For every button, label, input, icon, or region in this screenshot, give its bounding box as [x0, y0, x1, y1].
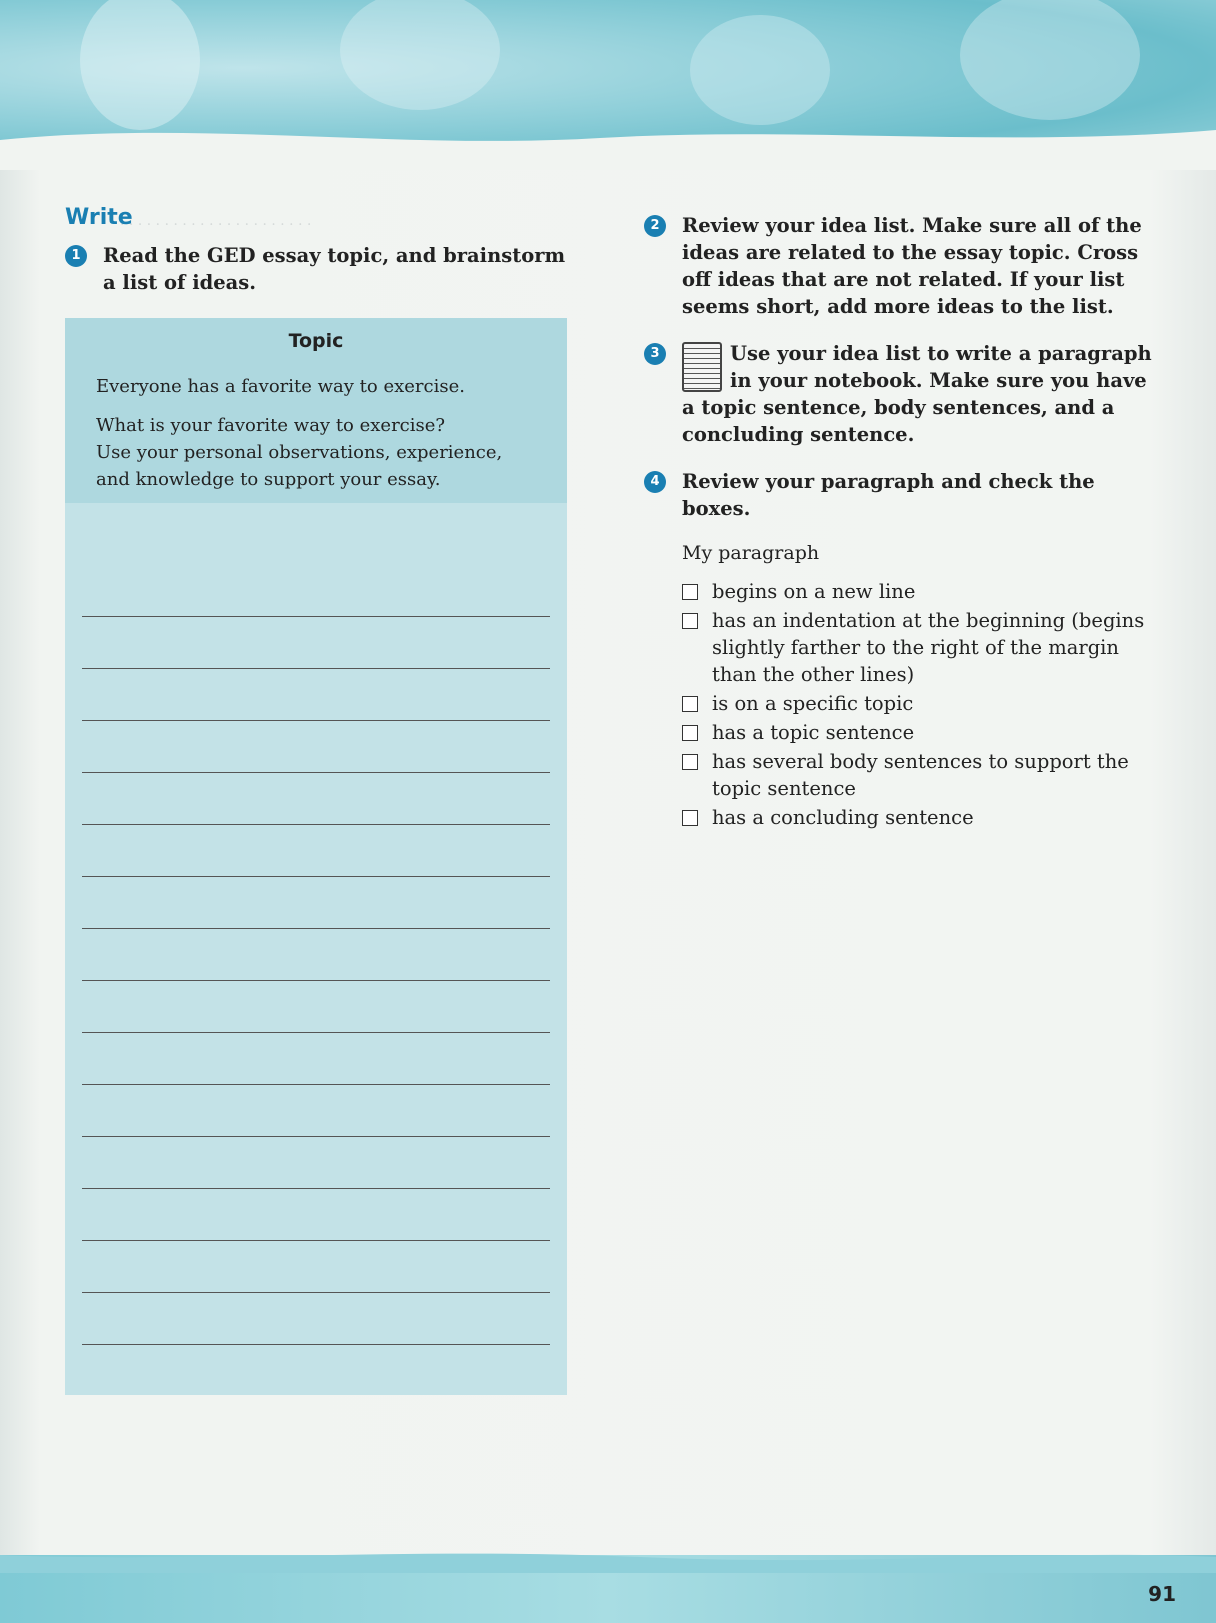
- writing-line[interactable]: [82, 669, 550, 721]
- writing-line[interactable]: [82, 1033, 550, 1085]
- instructions-column: [644, 212, 1154, 833]
- page-number: 91: [1148, 1582, 1176, 1606]
- step-3-line: a topic sentence, body sentences, and a: [682, 396, 1115, 419]
- checklist-item[interactable]: [644, 690, 1154, 717]
- write-heading: Write: [65, 205, 133, 230]
- step-1: [65, 242, 585, 296]
- step-2-line: seems short, add more ideas to the list.: [682, 295, 1114, 318]
- step-3-line: concluding sentence.: [682, 423, 915, 446]
- bottom-decorative-banner: [0, 1555, 1216, 1623]
- topic-question-line-2: Use your personal observations, experience,: [96, 442, 503, 463]
- step-4: [644, 468, 1154, 522]
- checklist-item-text: than the other lines): [712, 663, 915, 686]
- checklist-item-text: begins on a new line: [712, 580, 916, 603]
- step-4-line: boxes.: [682, 497, 751, 520]
- writing-line[interactable]: [82, 877, 550, 929]
- write-section: [65, 205, 585, 296]
- writing-line[interactable]: [82, 1137, 550, 1189]
- checklist-item-text: topic sentence: [712, 777, 856, 800]
- checkbox[interactable]: [682, 810, 698, 826]
- writing-line[interactable]: [82, 721, 550, 773]
- checkbox[interactable]: [682, 696, 698, 712]
- checklist-item[interactable]: [644, 719, 1154, 746]
- step-2-line: Review your idea list. Make sure all of the: [682, 214, 1142, 237]
- writing-line[interactable]: [82, 1085, 550, 1137]
- topic-title: Topic: [288, 330, 344, 352]
- topic-question-line-1: What is your favorite way to exercise?: [96, 415, 446, 436]
- checkbox[interactable]: [682, 725, 698, 741]
- step-1-line-2: a list of ideas.: [103, 271, 257, 294]
- step-1-line-1: Read the GED essay topic, and brainstorm: [103, 244, 566, 267]
- step-2-line: off ideas that are not related. If your list: [682, 268, 1125, 291]
- checklist-item-text: has an indentation at the beginning (begins: [712, 609, 1145, 632]
- bleed-through-text: · · · · · · · · · · · · · · · · · · · · · ·: [120, 217, 312, 233]
- writing-line[interactable]: [82, 773, 550, 825]
- step-2-line: ideas are related to the essay topic. Cross: [682, 241, 1139, 264]
- writing-line[interactable]: [82, 929, 550, 981]
- checklist-item[interactable]: [644, 804, 1154, 831]
- writing-line[interactable]: [82, 565, 550, 617]
- step-3: [644, 340, 1154, 448]
- writing-line[interactable]: [82, 1241, 550, 1293]
- step-3-line: in your notebook. Make sure you have: [730, 369, 1147, 392]
- step-number-badge: 2: [644, 215, 666, 237]
- checklist-item-text: has a topic sentence: [712, 721, 915, 744]
- checkbox[interactable]: [682, 613, 698, 629]
- writing-line[interactable]: [82, 1293, 550, 1345]
- checklist-item[interactable]: [644, 748, 1154, 802]
- checklist-item[interactable]: [644, 578, 1154, 605]
- checklist-item-text: has a concluding sentence: [712, 806, 974, 829]
- topic-prompt: Everyone has a favorite way to exercise.: [96, 376, 465, 397]
- writing-line[interactable]: [82, 1189, 550, 1241]
- checklist-item-text: has several body sentences to support the: [712, 750, 1129, 773]
- writing-line[interactable]: [82, 617, 550, 669]
- checkbox[interactable]: [682, 584, 698, 600]
- checklist-item-text: slightly farther to the right of the margin: [712, 636, 1119, 659]
- checklist-item[interactable]: [644, 607, 1154, 688]
- writing-line[interactable]: [82, 981, 550, 1033]
- topic-question-line-3: and knowledge to support your essay.: [96, 469, 441, 490]
- step-3-line: Use your idea list to write a paragraph: [730, 342, 1152, 365]
- step-number-badge: 3: [644, 343, 666, 365]
- writing-line[interactable]: [82, 825, 550, 877]
- step-number-badge: 4: [644, 471, 666, 493]
- checklist-label: My paragraph: [682, 542, 820, 564]
- notebook-icon: [682, 342, 722, 392]
- checklist-item-text: is on a specific topic: [712, 692, 914, 715]
- top-decorative-banner: [0, 0, 1216, 170]
- step-number-badge: 1: [65, 245, 87, 267]
- step-2: [644, 212, 1154, 320]
- topic-text: [96, 373, 556, 493]
- step-4-line: Review your paragraph and check the: [682, 470, 1095, 493]
- checkbox[interactable]: [682, 754, 698, 770]
- writing-lines: [82, 565, 550, 1345]
